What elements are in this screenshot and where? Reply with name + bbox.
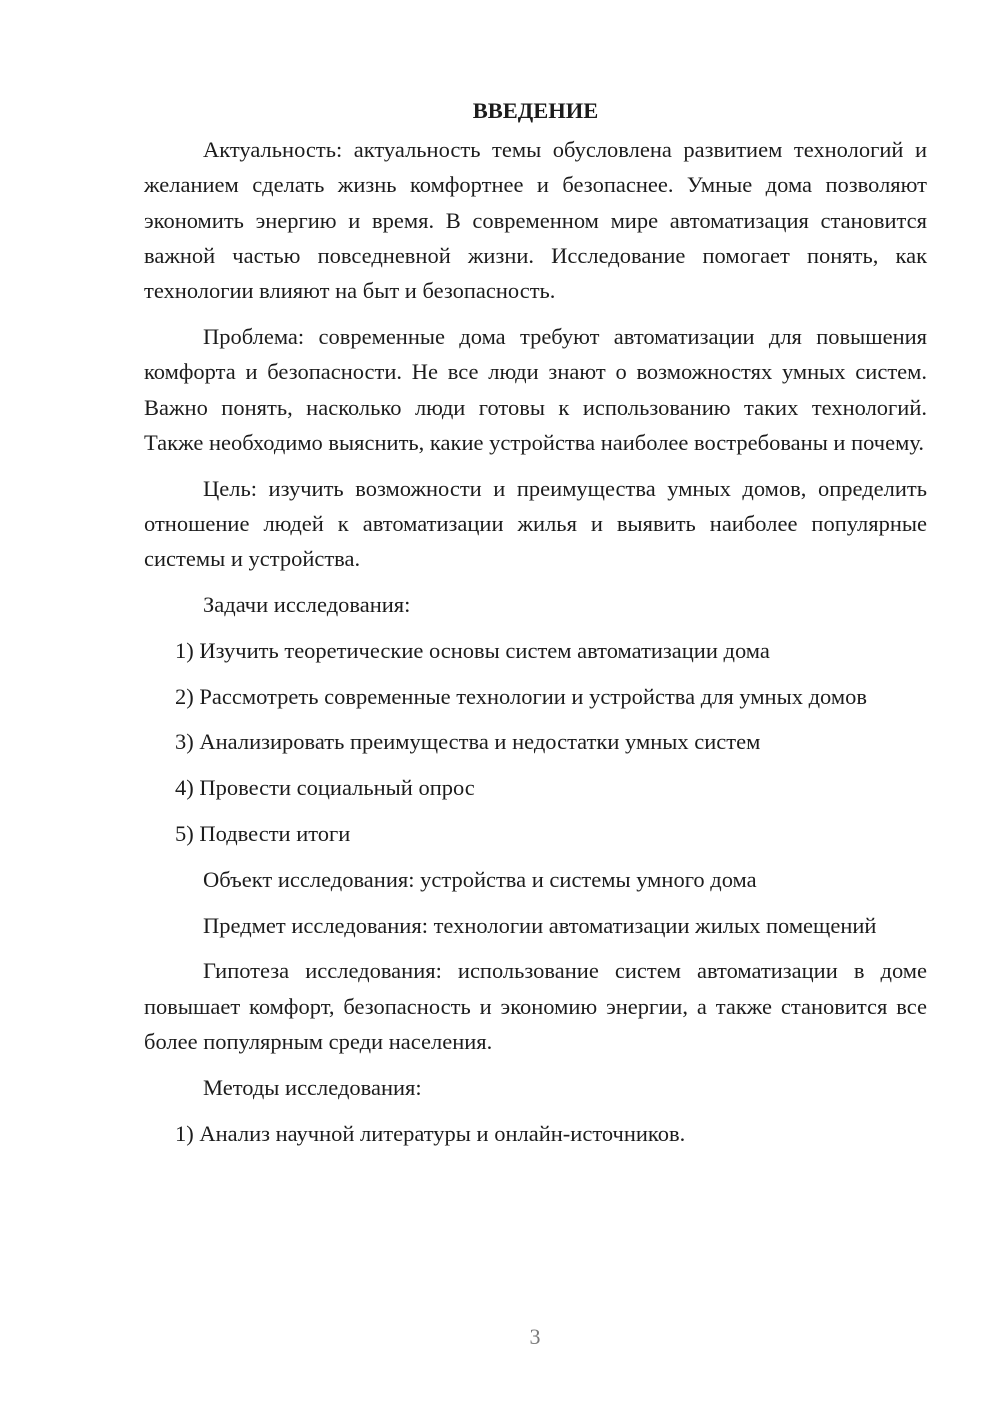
- problem-paragraph: Проблема: современные дома требуют автоматизации для повышения комфорта и безопасности. Не все люди знают о возможностях умных систем. Важно понять, насколько люди готовы к использованию таких технологий. Также необходимо выяснить, какие устройства наиболее востребованы и почему.: [144, 323, 927, 455]
- page-number: 3: [529, 1324, 541, 1349]
- methods-heading: Методы исследования:: [203, 1074, 422, 1100]
- goal-paragraph: Цель: изучить возможности и преимущества умных домов, определить отношение людей к автоматизации жилья и выявить наиболее популярные системы и устройства.: [144, 475, 927, 572]
- task-item: 1) Изучить теоретические основы систем автоматизации дома: [175, 637, 770, 663]
- research-object: Объект исследования: устройства и системы умного дома: [203, 866, 757, 892]
- section-title: ВВЕДЕНИЕ: [472, 98, 599, 123]
- task-item: 3) Анализировать преимущества и недостатки умных систем: [175, 729, 761, 755]
- page-content: [144, 93, 927, 1161]
- research-hypothesis: Гипотеза исследования: использование систем автоматизации в доме повышает комфорт, безопасность и экономию энергии, а также становится все более популярным среди населения.: [144, 958, 927, 1055]
- relevance-paragraph: Актуальность: актуальность темы обусловлена развитием технологий и желанием сделать жизнь комфортнее и безопаснее. Умные дома позволяют экономить энергию и время. В современном мире автоматизация становится важной частью повседневной жизни. Исследование помогает понять, как технологии влияют на быт и безопасность.: [144, 137, 927, 304]
- task-item: 5) Подвести итоги: [175, 821, 351, 847]
- tasks-heading: Задачи исследования:: [203, 592, 411, 618]
- method-item: 1) Анализ научной литературы и онлайн-источников.: [175, 1120, 686, 1146]
- task-item: 4) Провести социальный опрос: [175, 775, 475, 801]
- task-item: 2) Рассмотреть современные технологии и устройства для умных домов: [175, 683, 867, 709]
- research-subject: Предмет исследования: технологии автоматизации жилых помещений: [203, 912, 877, 938]
